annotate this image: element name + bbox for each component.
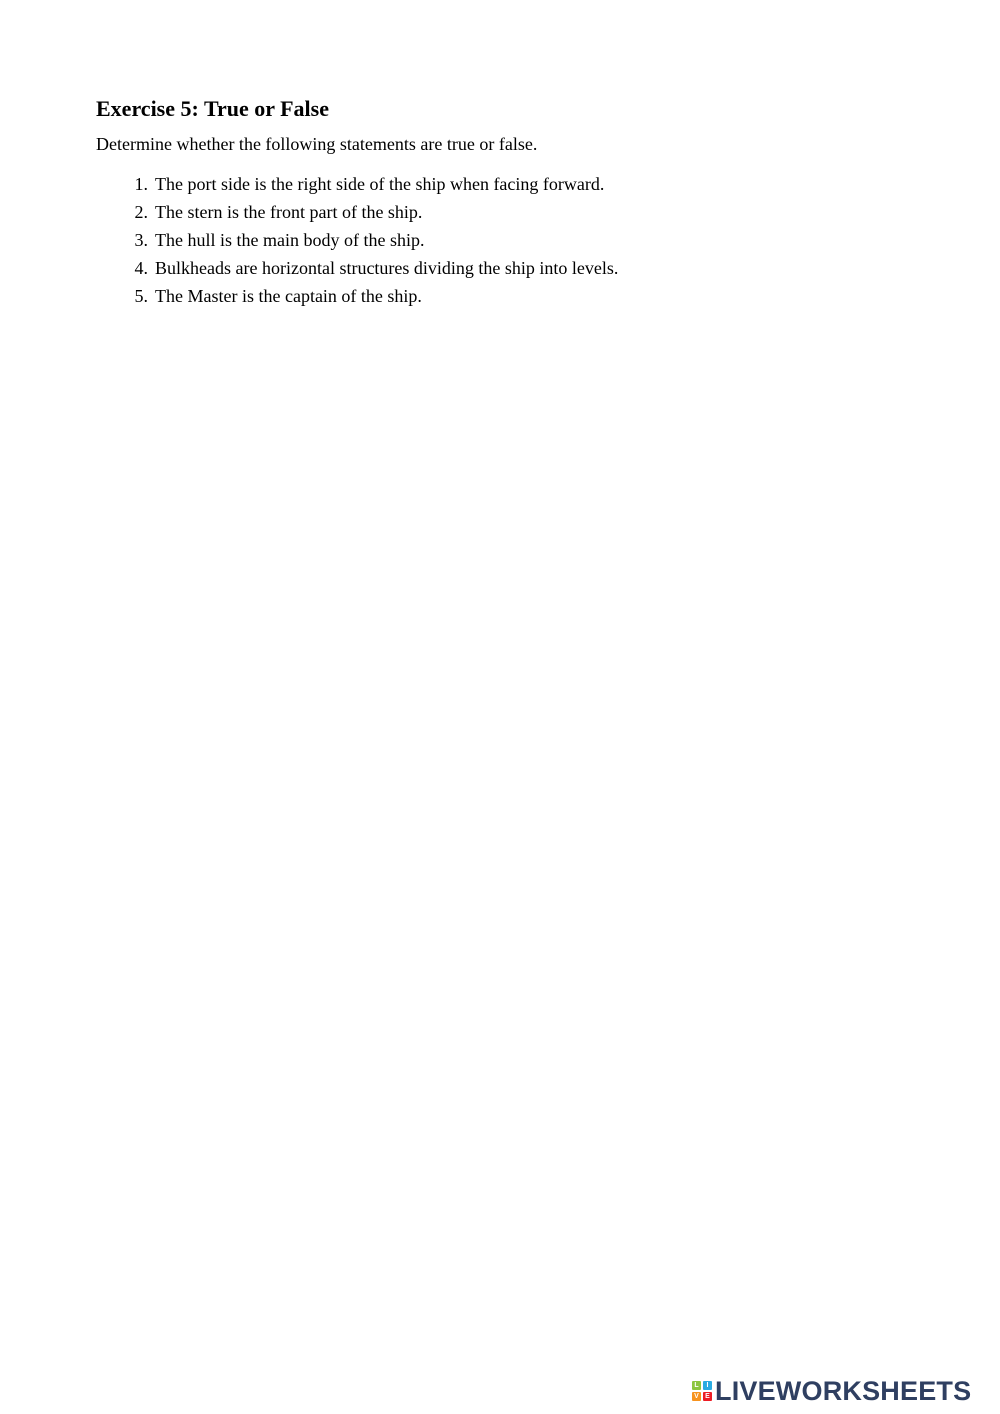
statement-number: 5. [134, 286, 148, 306]
statement-text: The stern is the front part of the ship. [155, 202, 423, 222]
statement-text: The hull is the main body of the ship. [155, 230, 425, 250]
statement-text: The port side is the right side of the ship when facing forward. [155, 174, 605, 194]
statement-number: 1. [134, 174, 148, 194]
liveworksheets-logo [692, 1374, 971, 1408]
logo-mark-icon [692, 1381, 712, 1401]
statement-number: 3. [134, 230, 148, 250]
logo-square-l: L [692, 1381, 701, 1390]
exercise-instructions: Determine whether the following statements are true or false. [96, 134, 538, 154]
statement-number: 2. [134, 202, 148, 222]
statement-text: Bulkheads are horizontal structures dividing the ship into levels. [155, 258, 619, 278]
statement-number: 4. [134, 258, 148, 278]
logo-square-i: I [703, 1381, 712, 1390]
logo-square-v: V [692, 1392, 701, 1401]
logo-wordmark: LIVEWORKSHEETS [715, 1376, 972, 1406]
exercise-title: Exercise 5: True or False [96, 96, 329, 121]
logo-square-e: E [703, 1392, 712, 1401]
statement-text: The Master is the captain of the ship. [155, 286, 422, 306]
